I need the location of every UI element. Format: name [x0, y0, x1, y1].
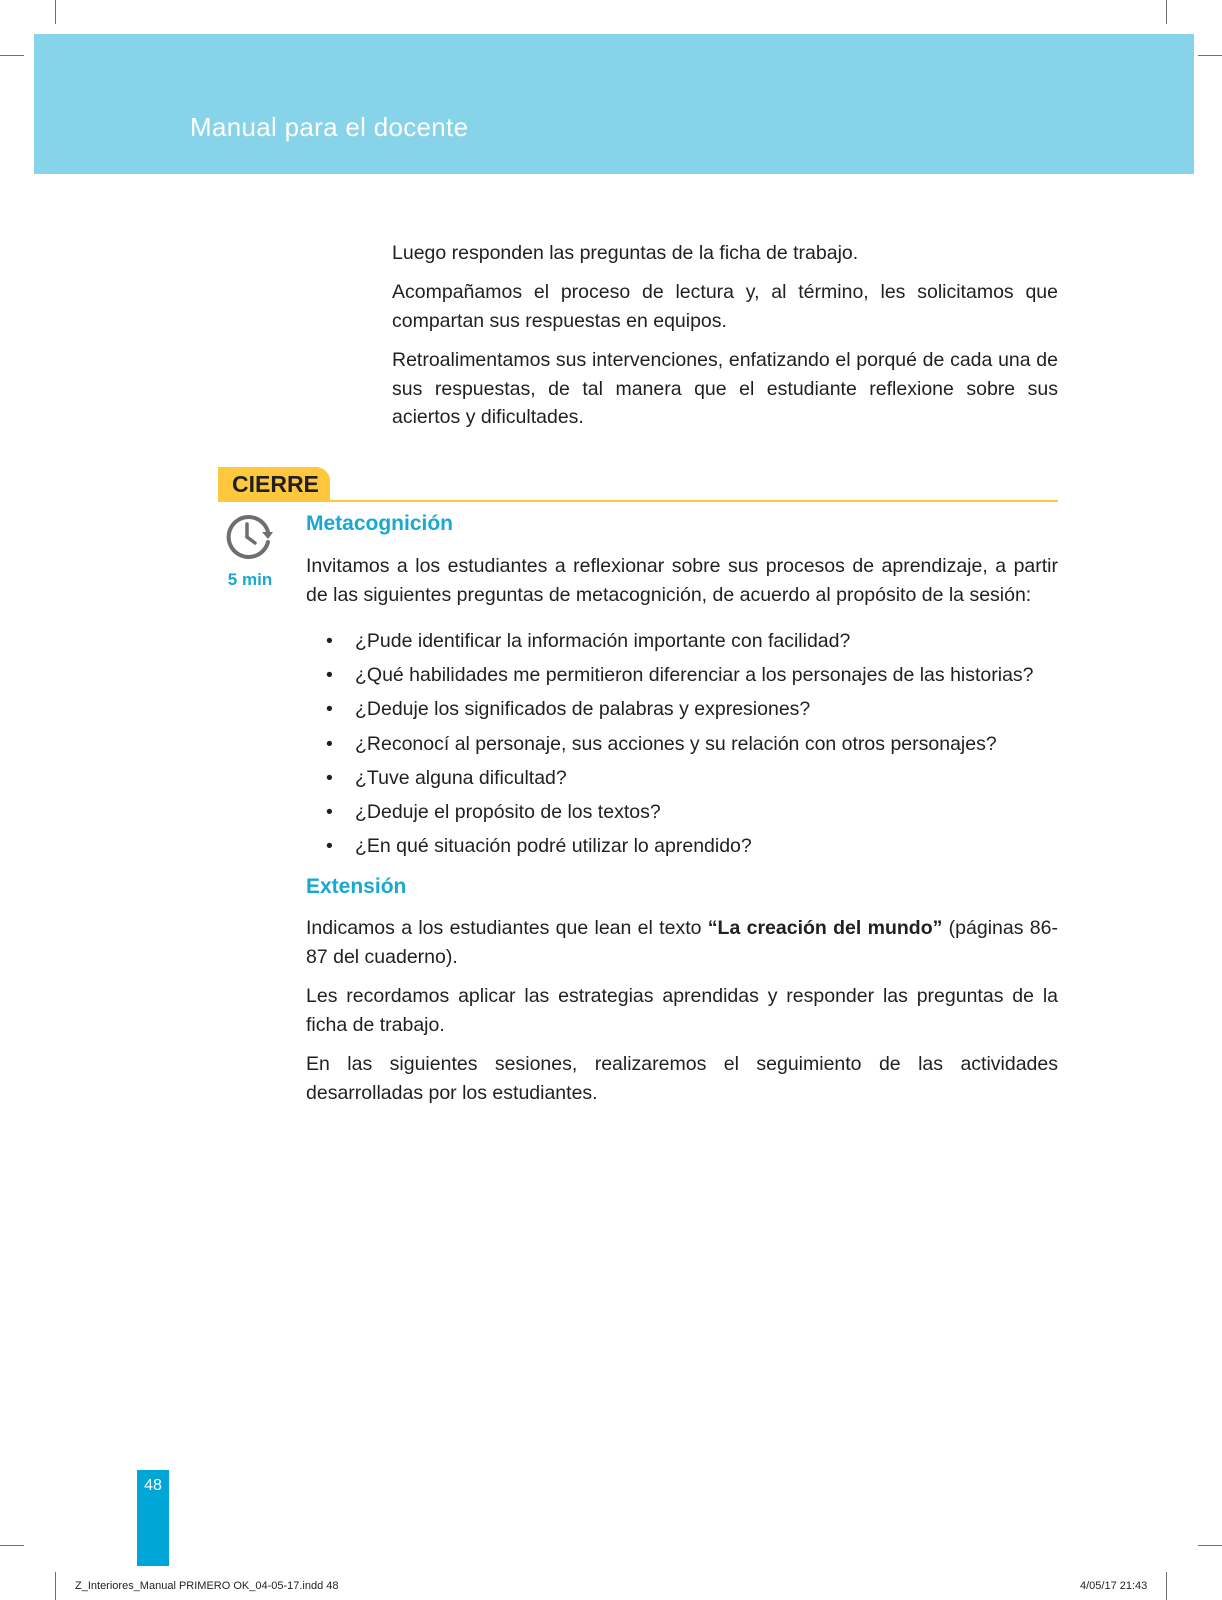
crop-mark	[1166, 0, 1167, 24]
extension-heading: Extensión	[306, 875, 407, 898]
intro-paragraph: Luego responden las preguntas de la ficha de trabajo.	[392, 242, 859, 264]
crop-mark	[1198, 55, 1222, 56]
extension-paragraph: Les recordamos aplicar las estrategias aprendidas y responder las preguntas de la ficha de trabajo.	[306, 985, 1058, 1036]
clock-icon	[224, 512, 274, 562]
page-header-title: Manual para el docente	[190, 112, 469, 142]
section-divider	[218, 500, 1058, 502]
list-item: • ¿Reconocí al personaje, sus acciones y su relación con otros personajes?	[326, 732, 997, 755]
page-number: 48	[144, 1477, 162, 1494]
print-timestamp: 4/05/17 21:43	[1080, 1580, 1148, 1592]
crop-mark	[1198, 1545, 1222, 1546]
crop-mark	[0, 55, 24, 56]
metacognition-questions	[306, 624, 1058, 863]
list-item: • ¿Tuve alguna dificultad?	[326, 766, 567, 789]
section-label-cierre: CIERRE	[218, 467, 330, 501]
extension-paragraph: Indicamos a los estudiantes que lean el texto “La creación del mundo” (páginas 86-87 del cuaderno).	[306, 917, 1058, 968]
crop-mark	[55, 0, 56, 24]
list-item: • ¿En qué situación podré utilizar lo aprendido?	[326, 835, 752, 858]
list-item: • ¿Deduje el propósito de los textos?	[326, 801, 661, 824]
metacognicion-intro: Invitamos a los estudiantes a reflexionar sobre sus procesos de aprendizaje, a partir de las siguientes preguntas de metacognición, de acuerdo al propósito de la sesión:	[306, 555, 1058, 606]
book-title: “La creación del mundo”	[707, 917, 943, 939]
metacognicion-heading: Metacognición	[306, 512, 454, 535]
crop-mark	[1166, 1572, 1167, 1600]
intro-paragraph: Acompañamos el proceso de lectura y, al término, les solicitamos que compartan sus respuestas en equipos.	[392, 281, 1058, 332]
intro-paragraph: Retroalimentamos sus intervenciones, enfatizando el porqué de cada una de sus respuestas, de tal manera que el estudiante reflexione sobre sus aciertos y dificultades.	[392, 349, 1058, 428]
crop-mark	[55, 1572, 56, 1600]
list-item: • ¿Qué habilidades me permitieron diferenciar a los personajes de las historias?	[326, 664, 1034, 687]
file-info: Z_Interiores_Manual PRIMERO OK_04-05-17.indd 48	[75, 1580, 339, 1592]
list-item: • ¿Pude identificar la información importante con facilidad?	[326, 630, 851, 652]
header-band	[34, 34, 1194, 174]
list-item: • ¿Deduje los significados de palabras y expresiones?	[326, 698, 811, 721]
session-duration: 5 min	[227, 570, 273, 589]
extension-paragraph: En las siguientes sesiones, realizaremos el seguimiento de las actividades desarrolladas por los estudiantes.	[306, 1053, 1058, 1104]
crop-mark	[0, 1545, 24, 1546]
